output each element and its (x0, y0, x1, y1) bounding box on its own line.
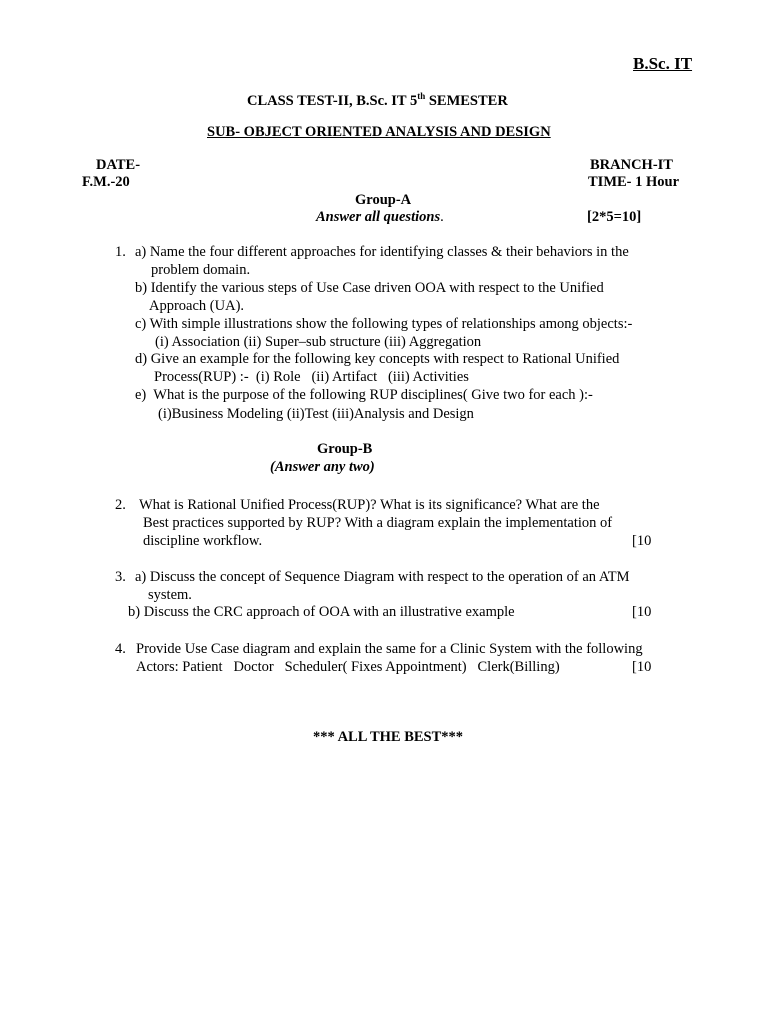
q1-line: (i)Business Modeling (ii)Test (iii)Analysis and Design (158, 406, 474, 422)
full-marks-label: F.M.-20 (82, 174, 130, 190)
q4-line: Provide Use Case diagram and explain the same for a Clinic System with the following (136, 641, 643, 657)
q3-line: a) Discuss the concept of Sequence Diagram with respect to the operation of an ATM (135, 569, 630, 585)
question-3-number: 3. (115, 569, 126, 585)
q2-line: What is Rational Unified Process(RUP)? What is its significance? What are the (139, 497, 600, 513)
group-b-title: Group-B (317, 441, 373, 457)
question-4-number: 4. (115, 641, 126, 657)
q1-line: e) What is the purpose of the following RUP disciplines( Give two for each ):- (135, 387, 593, 403)
q3-line: system. (148, 587, 192, 603)
question-2-number: 2. (115, 497, 126, 513)
branch-label: BRANCH-IT (590, 157, 673, 173)
course-tag: B.Sc. IT (633, 54, 693, 73)
time-label: TIME- 1 Hour (588, 174, 680, 190)
q1-line: c) With simple illustrations show the following types of relationships among objects:- (135, 316, 633, 332)
q1-line: problem domain. (151, 262, 251, 278)
q2-line: Best practices supported by RUP? With a diagram explain the implementation of (143, 515, 613, 531)
q1-line: (i) Association (ii) Super–sub structure (iii) Aggregation (155, 334, 482, 350)
q3-line: b) Discuss the CRC approach of OOA with an illustrative example (128, 604, 515, 620)
closing-message: *** ALL THE BEST*** (313, 729, 464, 745)
group-a-instruction: Answer all questions. (316, 209, 444, 225)
q1-line: Process(RUP) :- (i) Role (ii) Artifact (iii) Activities (154, 369, 469, 385)
test-title: CLASS TEST-II, B.Sc. IT 5th SEMESTER (247, 91, 508, 109)
q1-line: a) Name the four different approaches for identifying classes & their behaviors in the (135, 244, 629, 260)
question-1-number: 1. (115, 244, 126, 260)
q3-marks: [10 (632, 604, 652, 620)
group-a-marks: [2*5=10] (587, 209, 642, 225)
subject-title: SUB- OBJECT ORIENTED ANALYSIS AND DESIGN (207, 124, 551, 140)
q2-marks: [10 (632, 533, 652, 549)
group-b-instruction: (Answer any two) (270, 459, 375, 475)
q2-line: discipline workflow. (143, 533, 263, 549)
date-label: DATE- (96, 157, 141, 173)
q1-line: b) Identify the various steps of Use Case driven OOA with respect to the Unified (135, 280, 604, 296)
q1-line: Approach (UA). (149, 298, 245, 314)
group-a-title: Group-A (355, 192, 412, 208)
q4-marks: [10 (632, 659, 652, 675)
q4-line: Actors: Patient Doctor Scheduler( Fixes Appointment) Clerk(Billing) (136, 659, 560, 675)
q1-line: d) Give an example for the following key concepts with respect to Rational Unified (135, 351, 620, 367)
